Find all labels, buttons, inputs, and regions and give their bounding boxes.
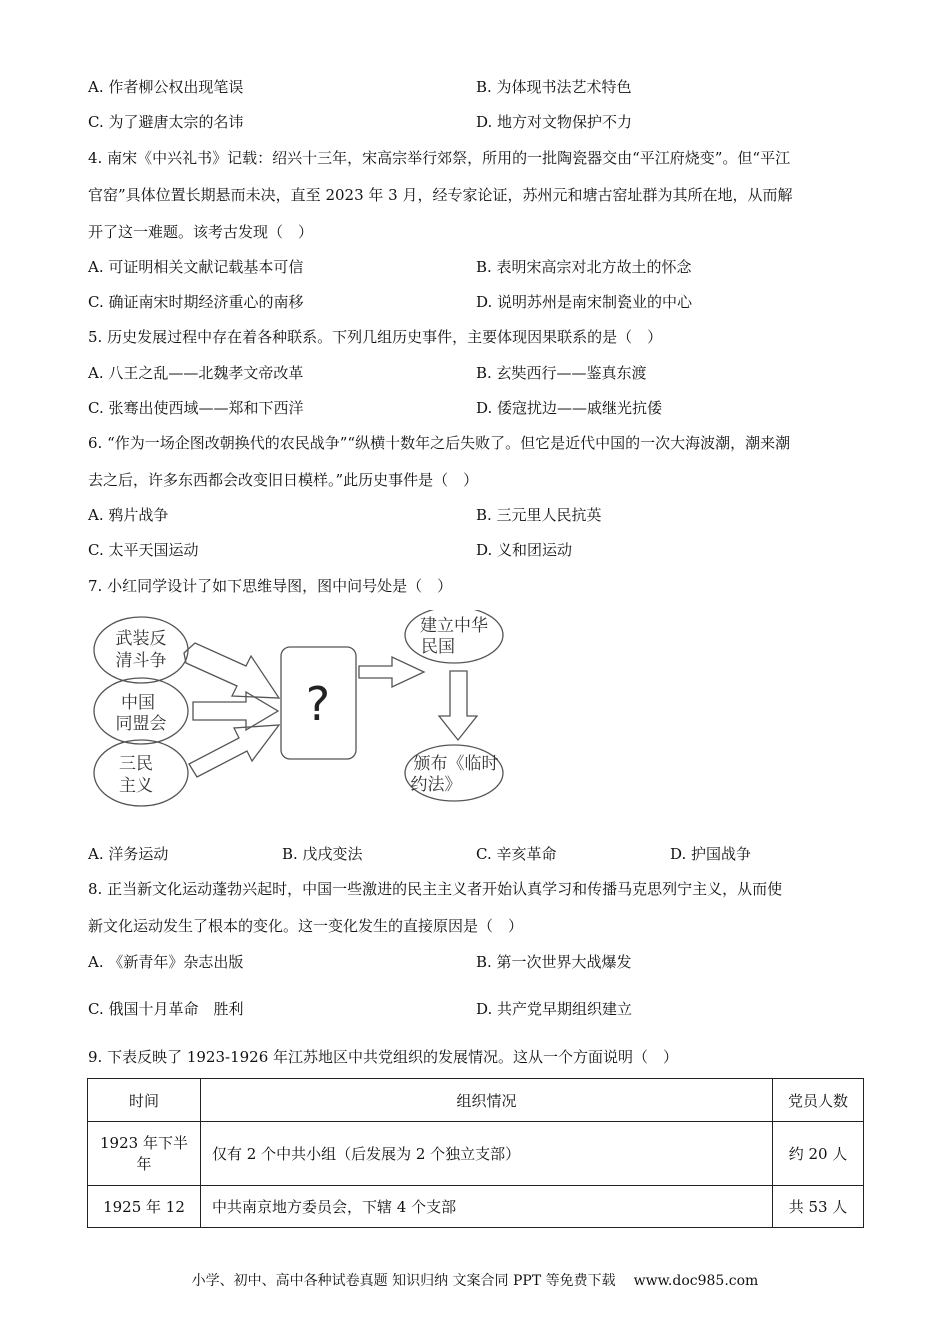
arrow-1-icon: [184, 643, 279, 698]
q7-option-c: C. 辛亥革命: [476, 845, 557, 863]
q6-stem-line2: 去之后，许多东西都会改变旧日模样。”此历史事件是（ ）: [88, 471, 479, 489]
node-tongmenghui-line2: 同盟会: [115, 714, 167, 734]
node-found-roc-line1: 建立中华: [420, 616, 488, 636]
node-provisional-constitution-line1: 颁布《临时: [413, 754, 499, 774]
page-footer: [0, 1270, 950, 1290]
arrow-right-icon: [359, 657, 424, 687]
q3-option-a: A. 作者柳公权出现笔误: [88, 78, 244, 96]
q5-option-d: D. 倭寇扰边——戚继光抗倭: [476, 399, 663, 417]
row2-time: 1925 年 12: [88, 1186, 201, 1228]
q4-stem-line2: 官窑”具体位置长期悬而未决，直至 2023 年 3 月，经专家论证，苏州元和塘古窑址群为其所在地，从而解: [88, 186, 793, 204]
node-armed-struggle: [94, 617, 188, 683]
row1-time-line1: 1923 年下半: [100, 1133, 188, 1152]
row1-time-line2: 年: [136, 1154, 152, 1173]
q8-stem-line2: 新文化运动发生了根本的变化。这一变化发生的直接原因是（ ）: [88, 917, 524, 935]
footer-url[interactable]: www.doc985.com: [633, 1273, 759, 1289]
q3-option-c: C. 为了避唐太宗的名讳: [88, 113, 244, 131]
q6-option-b: B. 三元里人民抗英: [476, 506, 602, 524]
q8-option-a: A. 《新青年》杂志出版: [88, 953, 244, 971]
question-mark: ?: [305, 677, 331, 731]
table-row: [88, 1186, 864, 1228]
q3-option-b: B. 为体现书法艺术特色: [476, 78, 632, 96]
row1-time: [88, 1122, 201, 1186]
q5-stem: 5. 历史发展过程中存在着各种联系。下列几组历史事件，主要体现因果联系的是（ ）: [88, 328, 663, 346]
q4-option-c: C. 确证南宋时期经济重心的南移: [88, 293, 304, 311]
node-provisional-constitution-line2: 约法》: [410, 775, 462, 795]
table-row: [88, 1122, 864, 1186]
q6-option-a: A. 鸦片战争: [88, 506, 169, 524]
header-time: 时间: [88, 1079, 201, 1122]
q7-option-d: D. 护国战争: [670, 845, 752, 863]
row1-organization: 仅有 2 个中共小组（后发展为 2 个独立支部）: [201, 1122, 773, 1186]
q9-stem: 9. 下表反映了 1923-1926 年江苏地区中共党组织的发展情况。这从一个方面说明（ ）: [88, 1048, 679, 1066]
q8-stem-line1: 8. 正当新文化运动蓬勃兴起时，中国一些激进的民主主义者开始认真学习和传播马克思列宁主义，从而使: [88, 880, 783, 898]
q5-option-c: C. 张骞出使西域——郑和下西洋: [88, 399, 304, 417]
q5-option-b: B. 玄奘西行——鉴真东渡: [476, 364, 647, 382]
q7-option-b: B. 戊戌变法: [282, 845, 363, 863]
q4-option-d: D. 说明苏州是南宋制瓷业的中心: [476, 293, 693, 311]
table-header-row: [88, 1079, 864, 1122]
q4-stem-line1: 4. 南宋《中兴礼书》记载：绍兴十三年，宋高宗举行郊祭，所用的一批陶瓷器交由“平江府烧变”。但“平江: [88, 149, 791, 167]
arrow-3-icon: [189, 725, 279, 777]
node-armed-struggle-line2: 清斗争: [115, 651, 167, 671]
mind-map-diagram: [88, 610, 518, 810]
q8-option-c: C. 俄国十月革命 胜利: [88, 1000, 244, 1018]
q4-option-b: B. 表明宋高宗对北方故土的怀念: [476, 258, 692, 276]
q6-option-d: D. 义和团运动: [476, 541, 573, 559]
node-found-roc-line2: 民国: [421, 637, 455, 657]
q5-option-a: A. 八王之乱——北魏孝文帝改革: [88, 364, 304, 382]
arrow-down-icon: [439, 671, 477, 740]
q6-stem-line1: 6. “作为一场企图改朝换代的农民战争”“纵横十数年之后失败了。但它是近代中国的一次大海波潮，潮来潮: [88, 434, 791, 452]
party-development-table: [87, 1078, 864, 1228]
q7-option-a: A. 洋务运动: [88, 845, 169, 863]
q3-option-d: D. 地方对文物保护不力: [476, 113, 633, 131]
node-armed-struggle-line1: 武装反: [115, 629, 167, 649]
node-three-principles-line1: 三民: [119, 754, 153, 774]
footer-text: 小学、初中、高中各种试卷真题 知识归纳 文案合同 PPT 等免费下载: [191, 1273, 616, 1289]
q4-option-a: A. 可证明相关文献记载基本可信: [88, 258, 304, 276]
q8-option-b: B. 第一次世界大战爆发: [476, 953, 632, 971]
node-three-principles-line2: 主义: [119, 776, 153, 796]
row2-member-count: 共 53 人: [773, 1186, 864, 1228]
q7-stem: 7. 小红同学设计了如下思维导图，图中问号处是（ ）: [88, 577, 453, 595]
q4-stem-line3: 开了这一难题。该考古发现（ ）: [88, 223, 314, 241]
header-member-count: 党员人数: [773, 1079, 864, 1122]
row1-member-count: 约 20 人: [773, 1122, 864, 1186]
header-organization: 组织情况: [201, 1079, 773, 1122]
q8-option-d: D. 共产党早期组织建立: [476, 1000, 633, 1018]
node-tongmenghui-line1: 中国: [121, 693, 155, 713]
q6-option-c: C. 太平天国运动: [88, 541, 199, 559]
row2-organization: 中共南京地方委员会，下辖 4 个支部: [201, 1186, 773, 1228]
